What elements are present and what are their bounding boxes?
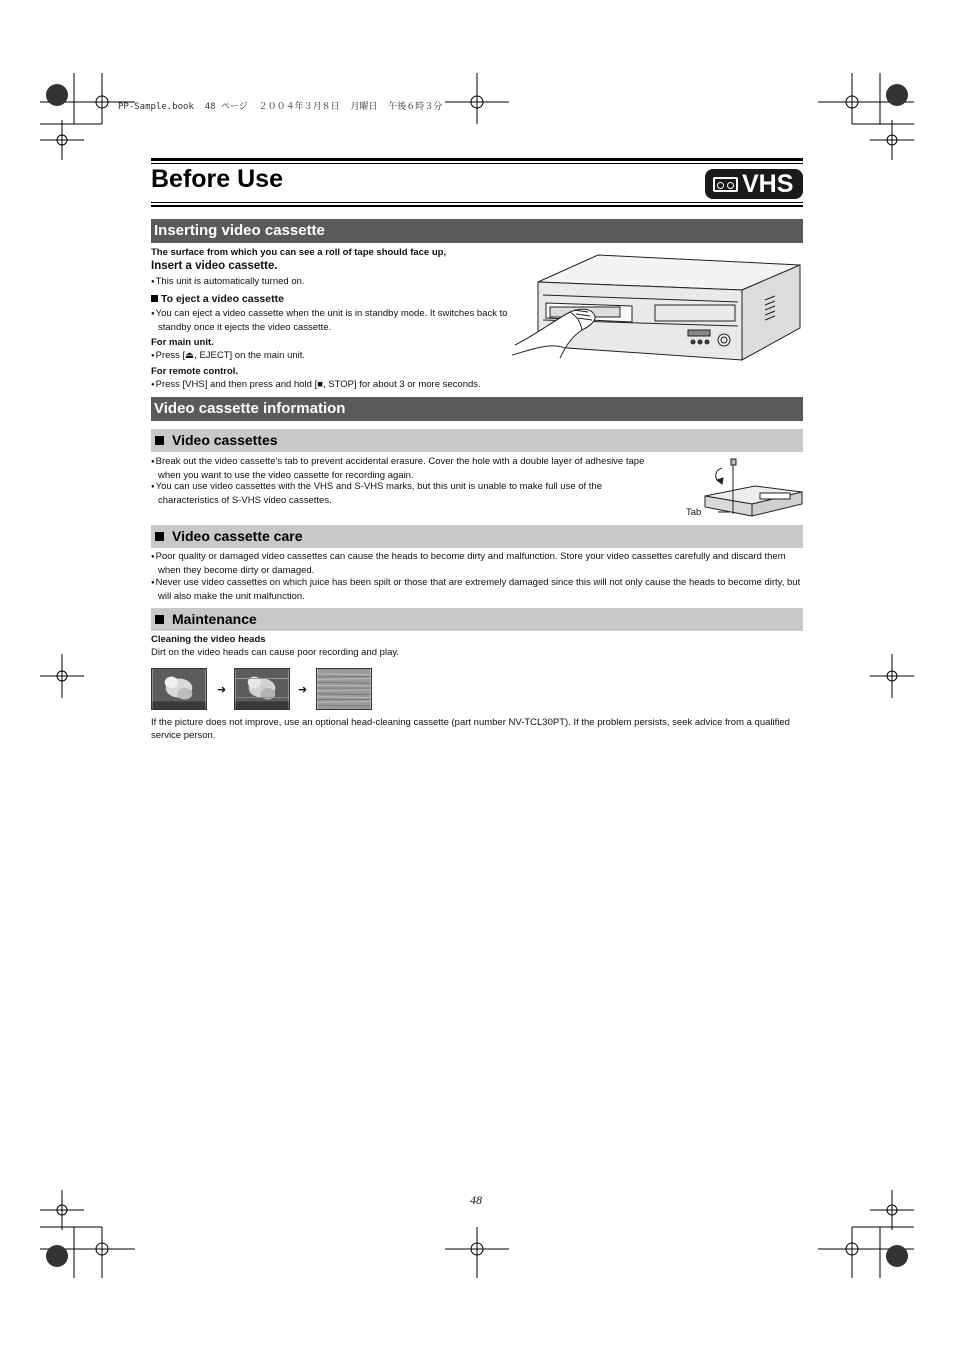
head-clean-image-1 — [151, 668, 207, 710]
maintenance-footer-text: If the picture does not improve, use an optional head-cleaning cassette (part number NV-TCL30PT). If the problem persists, seek advice from a qualified service person. — [151, 717, 790, 741]
head-clean-image-3 — [316, 668, 372, 710]
print-header-line: PP-Sample.book 48 ページ ２００４年３月８日 月曜日 午後６時３分 — [118, 102, 443, 112]
cassettes-bullet-2: ● You can use video cassettes with the VHS and S-VHS marks, but this unit is unable to make full use of the characteristics of S-VHS video cassettes. — [151, 480, 658, 507]
square-bullet-icon — [151, 295, 158, 302]
insert-lead-text: The surface from which you can see a roll of tape should face up, — [151, 247, 447, 258]
cleaning-text: Dirt on the video heads can cause poor recording and play. — [151, 647, 400, 658]
page-title: Before Use — [151, 165, 283, 193]
title-rule-bottom — [151, 202, 803, 203]
care-bullet-2: ● Never use video cassettes on which juice has been spilt or those that are extremely damaged since this will not only cause the heads to become dirty, but will also make the unit malfunction. — [151, 576, 808, 603]
arrow-right-icon: ➜ — [298, 684, 308, 696]
subheading-cassette-care: Video cassette care — [151, 525, 803, 548]
main-unit-label: For main unit. — [151, 337, 214, 348]
page-number: 48 — [470, 1193, 482, 1207]
care-bullet-1: ● Poor quality or damaged video cassettes can cause the heads to become dirty and malfunction. Store your video cassettes carefully and discard them when they become dirty or damaged. — [151, 550, 808, 577]
vhs-badge — [705, 169, 803, 199]
cassette-tab-illustration — [700, 456, 804, 520]
main-unit-bullet: ● Press [⏏, EJECT] on the main unit. — [151, 349, 518, 363]
auto-on-bullet: ● This unit is automatically turned on. — [151, 275, 518, 289]
section-heading-inserting: Inserting video cassette — [151, 219, 803, 243]
section-heading-info: Video cassette information — [151, 397, 803, 421]
vhs-badge-label: VHS — [742, 169, 794, 198]
title-rule-top-thin — [151, 163, 803, 164]
square-bullet-icon — [155, 615, 164, 624]
eject-heading: To eject a video cassette — [151, 293, 284, 306]
cleaning-label: Cleaning the video heads — [151, 634, 266, 645]
square-bullet-icon — [155, 436, 164, 445]
title-rule-top — [151, 158, 803, 161]
eject-bullet: ● You can eject a video cassette when the unit is in standby mode. It switches back to standby once it ejects the video cassette. — [151, 307, 518, 334]
arrow-right-icon: ➜ — [217, 684, 227, 696]
cassettes-bullet-1: ● Break out the video cassette's tab to prevent accidental erasure. Cover the hole with a double layer of adhesive tape when you want to use the video cassette for recording again. — [151, 455, 648, 482]
insert-instruction: Insert a video cassette. — [151, 260, 278, 272]
vcr-insert-illustration — [510, 250, 802, 380]
square-bullet-icon — [155, 532, 164, 541]
remote-label: For remote control. — [151, 366, 239, 377]
head-clean-image-2 — [234, 668, 290, 710]
subheading-video-cassettes: Video cassettes — [151, 429, 803, 452]
title-rule-bottom-thick — [151, 205, 803, 207]
remote-bullet: ● Press [VHS] and then press and hold [■, STOP] for about 3 or more seconds. — [151, 378, 558, 392]
tab-label: Tab — [686, 507, 702, 518]
cassette-icon — [713, 177, 738, 192]
subheading-maintenance: Maintenance — [151, 608, 803, 631]
